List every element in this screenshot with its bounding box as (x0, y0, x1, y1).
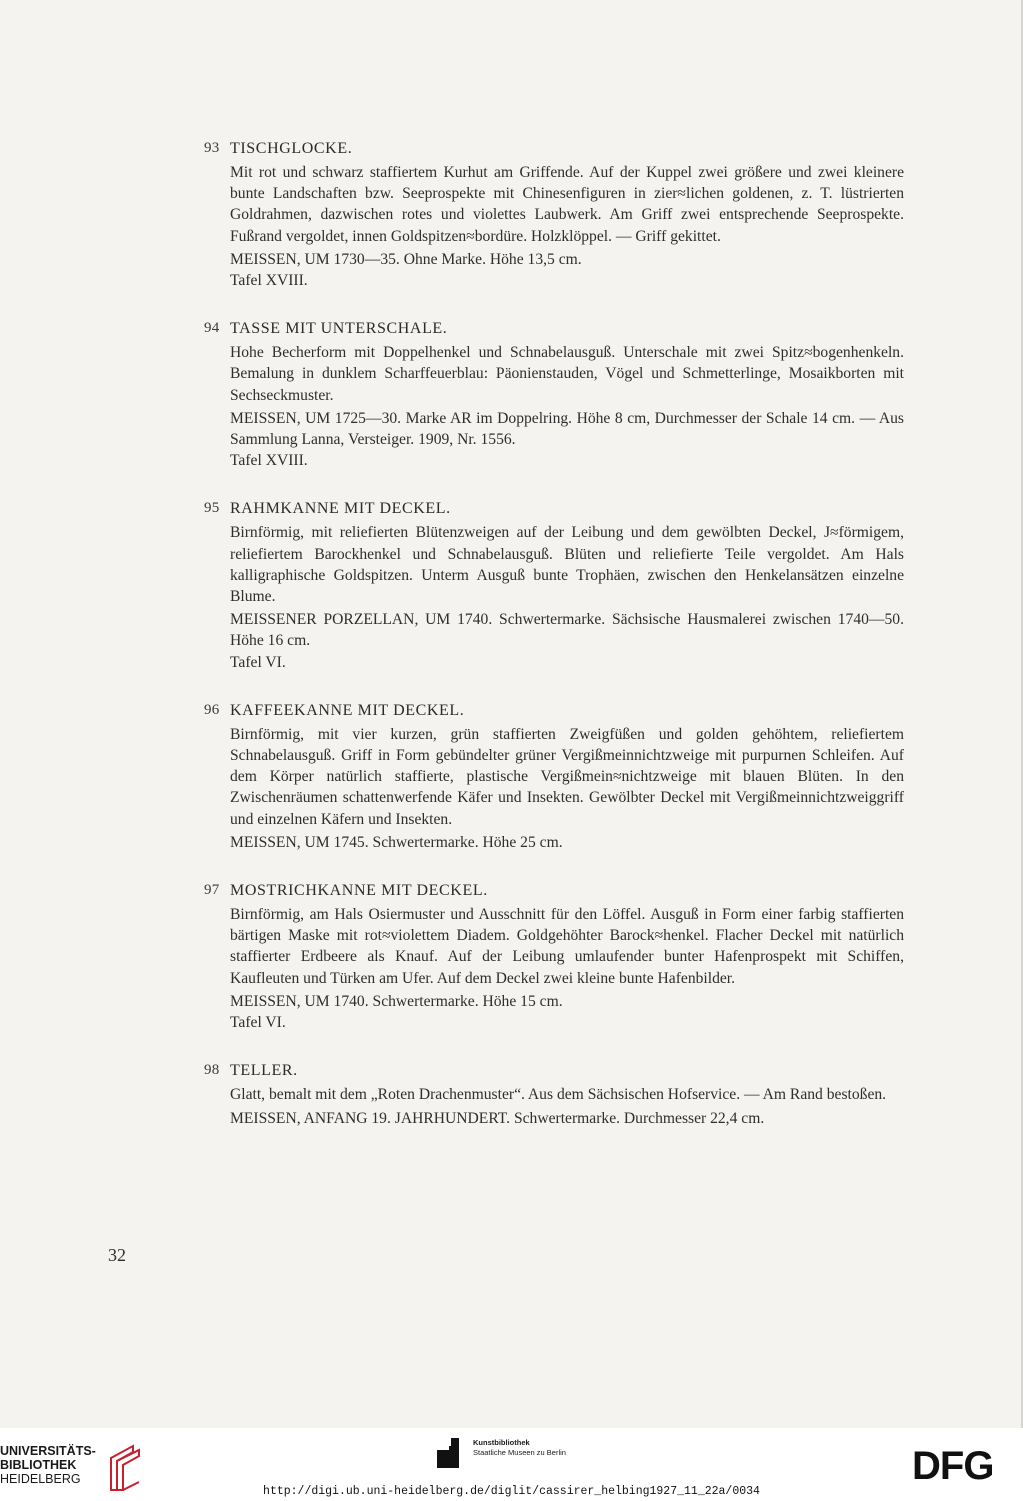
entry-body (230, 342, 904, 471)
kb-line-1: Kunstbibliothek (473, 1438, 530, 1447)
entry-plate: Tafel XVIII. (230, 452, 308, 470)
entry-description: Glatt, bemalt mit dem „Roten Drachenmuster“. Aus dem Sächsischen Hofservice. — Am Rand bestoßen. (230, 1086, 887, 1104)
entry-description: Birnförmig, mit vier kurzen, grün staffierten Zweigfüßen und golden gehöhtem, reliefiertem Schnabelausguß. Griff in Form gebündelter grüner Vergißmeinnichtzweige mit purpurnen Schleifen. Auf dem Körper natürlich staffierte, plastische Vergißmein≈nichtzweige mit blauen Blüten. In den Zwischenräumen schattenwerfende Käfer und Insekten. Gewölbter Deckel mit Vergißmeinnichtzweiggriff und einzelnen Käfern und Insekten. (230, 725, 904, 828)
entry-title: MOSTRICHKANNE MIT DECKEL. (230, 882, 488, 900)
catalog-entry-93 (0, 140, 1023, 291)
catalog-entries (0, 140, 1023, 1158)
entry-title: TISCHGLOCKE. (230, 140, 353, 157)
entry-number: 96 (204, 701, 220, 718)
kunstbibliothek-wordmark (473, 1438, 566, 1458)
entry-plate: Tafel VI. (230, 1014, 286, 1032)
entry-origin: MEISSEN, UM 1745. Schwertermarke. Höhe 25 cm. (230, 833, 563, 851)
entry-title: TASSE MIT UNTERSCHALE. (230, 320, 448, 338)
dfg-logo[interactable]: DFG (912, 1444, 994, 1488)
digitization-footer (0, 1428, 1023, 1501)
entry-body (230, 522, 904, 672)
kunstbibliothek-logo[interactable] (437, 1438, 597, 1472)
entry-number: 94 (204, 320, 220, 337)
ub-line-2: BIBLIOTHEK (0, 1458, 77, 1472)
entry-header (0, 1062, 1023, 1084)
entry-plate: Tafel VI. (230, 653, 286, 671)
entry-number: 95 (204, 500, 220, 517)
entry-description: Hohe Becherform mit Doppelhenkel und Schnabelausguß. Unterschale mit zwei Spitz≈bogenhenkeln. Bemalung in dunklem Scharffeuerblau: Päonienstauden, Vögel und Schmetterlinge, Mosaikborten mit Sechseckmuster. (230, 344, 904, 404)
entry-body (230, 724, 904, 853)
catalog-entry-96 (0, 702, 1023, 853)
ub-heidelberg-wordmark (0, 1444, 96, 1486)
entry-body (230, 1084, 904, 1128)
ub-line-3: HEIDELBERG (0, 1472, 81, 1486)
entry-title: RAHMKANNE MIT DECKEL. (230, 500, 451, 518)
entry-origin: MEISSEN, ANFANG 19. JAHRHUNDERT. Schwertermarke. Durchmesser 22,4 cm. (230, 1109, 765, 1127)
catalog-entry-94 (0, 320, 1023, 471)
entry-body (230, 904, 904, 1033)
entry-header (0, 500, 1023, 522)
catalog-entry-98 (0, 1062, 1023, 1128)
entry-header (0, 140, 1023, 162)
entry-header (0, 320, 1023, 342)
entry-origin: MEISSEN, UM 1730—35. Ohne Marke. Höhe 13,5 cm. (230, 250, 582, 268)
entry-title: KAFFEEKANNE MIT DECKEL. (230, 701, 465, 719)
kb-line-2: Staatliche Museen zu Berlin (473, 1448, 566, 1457)
catalog-entry-97 (0, 882, 1023, 1033)
entry-number: 98 (204, 1062, 220, 1079)
entry-origin: MEISSEN, UM 1740. Schwertermarke. Höhe 15 cm. (230, 992, 563, 1010)
catalog-entry-95 (0, 500, 1023, 672)
entry-body (230, 162, 904, 291)
entry-number: 93 (204, 140, 220, 156)
entry-title: TELLER. (230, 1062, 298, 1080)
kunstbibliothek-icon (437, 1438, 469, 1470)
entry-description: Birnförmig, am Hals Osiermuster und Ausschnitt für den Löffel. Ausguß in Form einer farbig staffierten bärtigen Maske mit rot≈violettem Diadem. Goldgehöhter Barock≈henkel. Flacher Deckel mit natürlich staffierter Erdbeere als Knauf. Auf der Leibung umlaufender bunter Hafenprospekt mit Schiffen, Kaufleuten und Türken am Ufer. Auf dem Deckel zwei kleine bunte Hafenbilder. (230, 906, 904, 987)
entry-plate: Tafel XVIII. (230, 272, 308, 290)
entry-header (0, 702, 1023, 724)
ub-line-1: UNIVERSITÄTS- (0, 1444, 96, 1458)
page-number: 32 (108, 1245, 126, 1265)
permalink-url[interactable]: http://digi.ub.uni-heidelberg.de/diglit/cassirer_helbing1927_11_22a/0034 (263, 1485, 760, 1498)
entry-origin: MEISSENER PORZELLAN, UM 1740. Schwertermarke. Sächsische Hausmalerei zwischen 1740—50. Höhe 16 cm. (230, 611, 904, 650)
entry-description: Mit rot und schwarz staffiertem Kurhut am Griffende. Auf der Kuppel zwei größere und zwei kleinere bunte Landschaften bzw. Seeprospekte mit Chinesenfiguren in zier≈lichen goldenen, z. T. lüstrierten Goldrahmen, dazwischen rotes und violettes Laubwerk. Am Griff zwei entsprechende Seeprospekte. Fußrand vergoldet, innen Goldspitzen≈bordüre. Holzklöppel. — Griff gekittet. (230, 164, 904, 245)
entry-origin: MEISSEN, UM 1725—30. Marke AR im Doppelring. Höhe 8 cm, Durchmesser der Schale 14 cm. — Aus Sammlung Lanna, Versteiger. 1909, Nr. 1556. (230, 409, 904, 449)
entry-header (0, 882, 1023, 904)
entry-number: 97 (204, 882, 220, 899)
entry-description: Birnförmig, mit reliefierten Blütenzweigen auf der Leibung und dem gewölbten Deckel, J≈förmigem, reliefiertem Barockhenkel und Schnabelausguß. Blüten und reliefierte Teile vergoldet. Am Hals kalligraphische Goldspitzen. Unterm Ausguß bunte Trophäen, zwischen den Henkelansätzen einzelne Blume. (230, 524, 904, 606)
